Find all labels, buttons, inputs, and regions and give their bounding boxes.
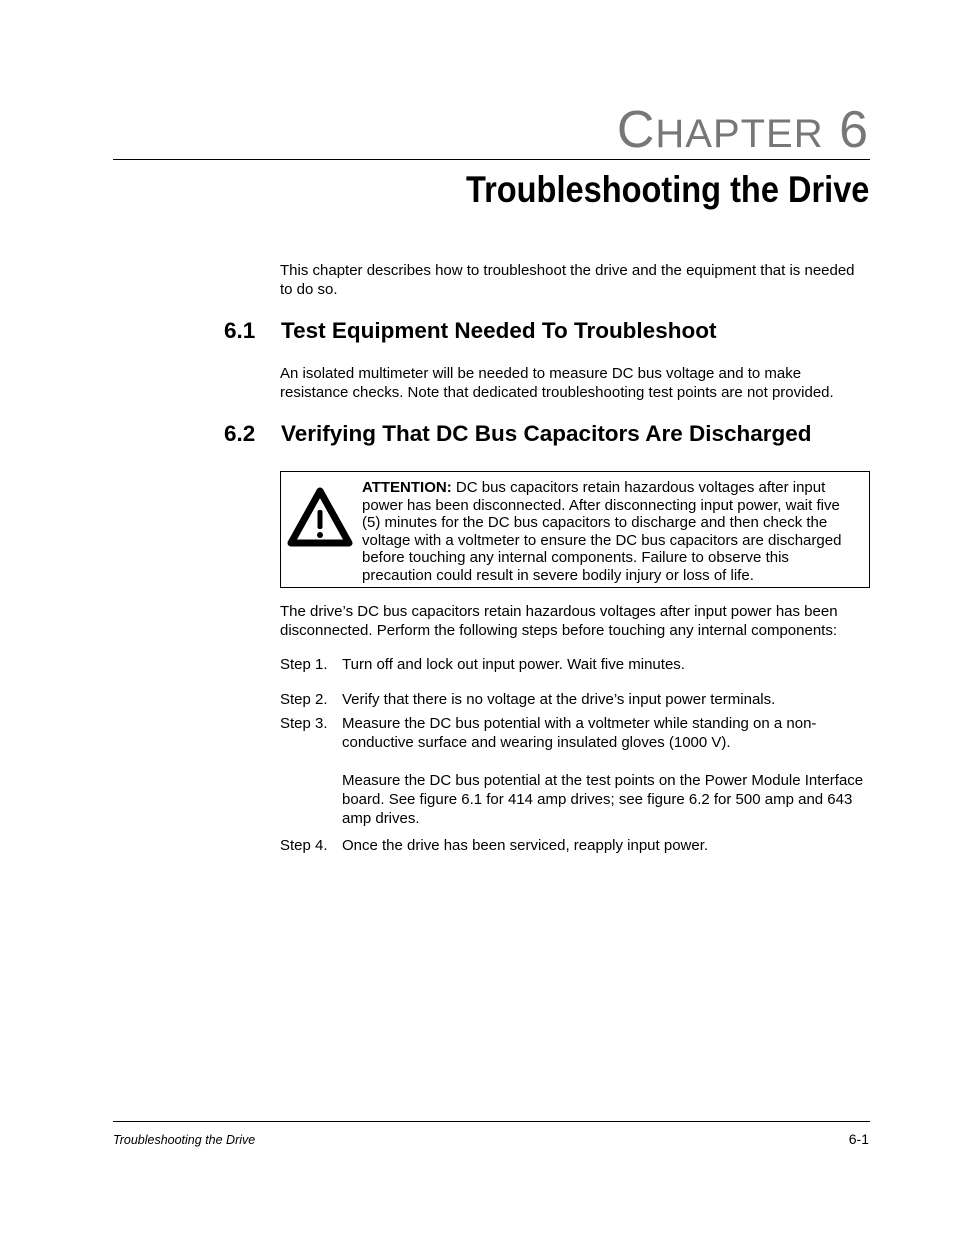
- section-title: Verifying That DC Bus Capacitors Are Discharged: [281, 421, 812, 446]
- footer-rule: [113, 1121, 870, 1122]
- attention-message: DC bus capacitors retain hazardous voltages after input power has been disconnected. After disconnecting input power, wait five (5) minutes for the DC bus capacitors to discharge and then check the voltage with a voltmeter to ensure the DC bus capacitors are discharged before touching any internal components. Failure to observe this precaution could result in severe bodily injury or loss of life.: [362, 479, 842, 584]
- intro-paragraph: This chapter describes how to troubleshoot the drive and the equipment that is needed to do so.: [280, 262, 855, 298]
- attention-text: [362, 479, 862, 585]
- page-number: 6-1: [848, 1131, 869, 1147]
- section-6-2-paragraph: The drive’s DC bus capacitors retain hazardous voltages after input power has been disconnected. Perform the following steps before touching any internal components:: [280, 603, 838, 639]
- section-number: 6.2: [224, 421, 256, 446]
- step-text: Measure the DC bus potential with a voltmeter while standing on a non-conductive surface and wearing insulated gloves (1000 V).: [342, 715, 817, 751]
- step-text: Turn off and lock out input power. Wait five minutes.: [342, 656, 685, 673]
- chapter-title: Troubleshooting the Drive: [465, 169, 869, 210]
- section-heading-6-1: [224, 317, 716, 345]
- step-label: Step 4.: [280, 837, 328, 854]
- attention-box: [280, 471, 870, 588]
- warning-triangle-icon: [285, 480, 355, 550]
- section-number: 6.1: [224, 318, 256, 343]
- section-heading-6-2: [224, 420, 812, 448]
- chapter-rule: [113, 159, 870, 160]
- attention-label: ATTENTION:: [362, 479, 452, 496]
- section-6-1-paragraph: An isolated multimeter will be needed to measure DC bus voltage and to make resistance checks. Note that dedicated troubleshooting test points are not provided.: [280, 365, 834, 401]
- footer-title: Troubleshooting the Drive: [113, 1133, 256, 1147]
- chapter-label-cap: C: [616, 101, 656, 159]
- step-label: Step 1.: [280, 656, 328, 673]
- chapter-label-rest: HAPTER: [655, 112, 824, 156]
- chapter-label: [617, 100, 869, 164]
- step-label: Step 2.: [280, 691, 328, 708]
- chapter-number: 6: [839, 101, 869, 159]
- section-title: Test Equipment Needed To Troubleshoot: [281, 318, 717, 343]
- step-text: Once the drive has been serviced, reapply input power.: [342, 837, 709, 854]
- step-text: Measure the DC bus potential at the test points on the Power Module Interface board. See figure 6.1 for 414 amp drives; see figure 6.2 for 500 amp and 643 amp drives.: [342, 772, 864, 827]
- step-label: Step 3.: [280, 715, 328, 732]
- step-text: Verify that there is no voltage at the drive’s input power terminals.: [342, 691, 776, 708]
